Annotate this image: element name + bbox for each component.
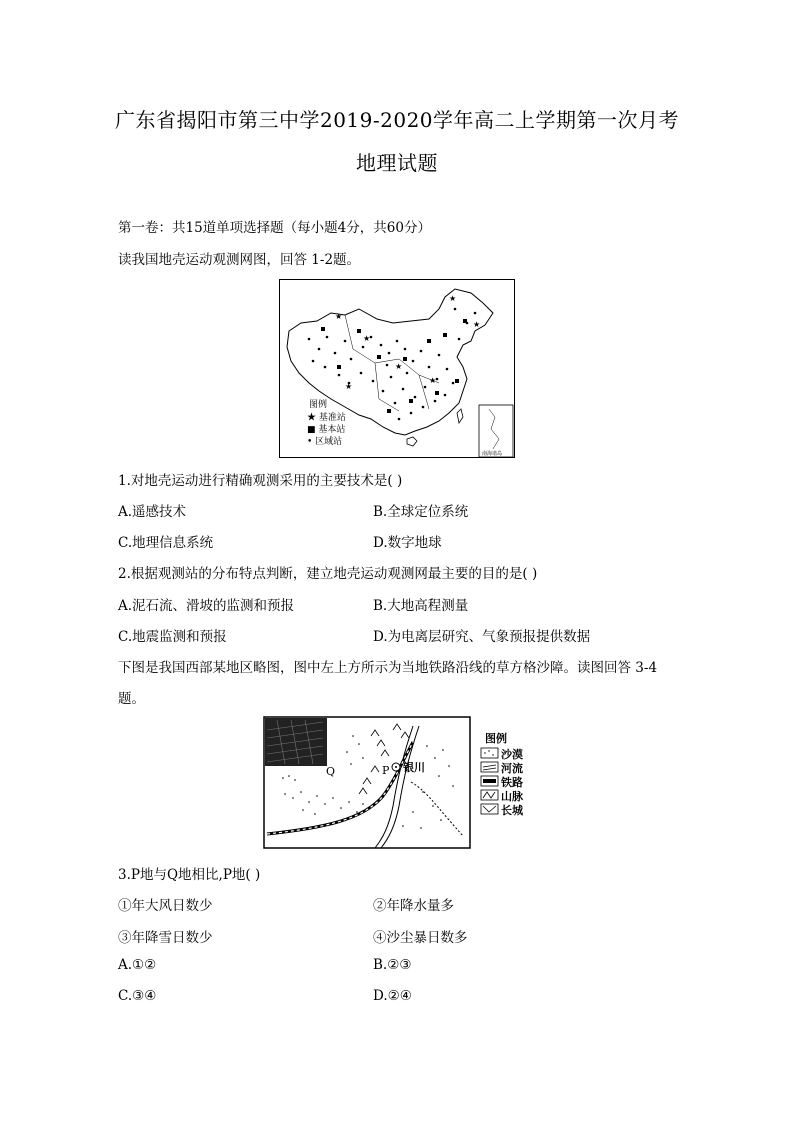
label-p: P xyxy=(382,764,390,777)
label-q: Q xyxy=(326,765,336,778)
map1-legend-title: 图例 xyxy=(309,400,328,410)
svg-text:★: ★ xyxy=(395,362,403,371)
q2-option-d: D.为电离层研究、气象预报提供数据 xyxy=(373,629,591,645)
question-intro-3-4-line2: 题。 xyxy=(118,691,145,707)
q1-option-b: B.全球定位系统 xyxy=(373,504,469,520)
section-heading: 第一卷：共15道单项选择题（每小题4分，共60分） xyxy=(118,220,431,236)
south-sea-inset xyxy=(479,405,513,457)
map2-legend-desert: 沙漠 xyxy=(501,748,523,761)
map2-legend-railway: 铁路 xyxy=(501,776,523,789)
map2-legend-wall: 长城 xyxy=(501,804,523,817)
question-intro-3-4-line1: 下图是我国西部某地区略图，图中左上方所示为当地铁路沿线的草方格沙障。读图回答 3-4 xyxy=(118,660,658,676)
q3-option-d: D.②④ xyxy=(373,988,412,1004)
q2-option-b: B.大地高程测量 xyxy=(373,598,469,614)
q3-option-b: B.②③ xyxy=(373,957,412,973)
map2-legend-river: 河流 xyxy=(501,762,523,775)
svg-text:★: ★ xyxy=(345,382,353,391)
map1-legend-item: ★ 基准站 xyxy=(307,413,346,423)
svg-text:★: ★ xyxy=(335,312,343,321)
q1-option-d: D.数字地球 xyxy=(373,535,442,551)
question-3-stem: 3.P地与Q地相比,P地( ) xyxy=(118,867,261,883)
doc-subtitle: 地理试题 xyxy=(356,151,438,175)
svg-text:★: ★ xyxy=(449,294,457,303)
inset-label: 南海诸岛 xyxy=(482,451,503,457)
q1-option-c: C.地理信息系统 xyxy=(118,535,214,551)
western-region-sketch-map xyxy=(263,716,533,850)
china-observation-network-map xyxy=(279,279,515,458)
q2-option-c: C.地震监测和预报 xyxy=(118,629,227,645)
svg-text:★: ★ xyxy=(429,376,437,385)
q3-statement-1: ①年大风日数少 xyxy=(118,898,213,914)
q3-statement-2: ②年降水量多 xyxy=(373,898,454,914)
map2-legend-title: 图例 xyxy=(485,732,507,745)
svg-text:★: ★ xyxy=(473,320,481,329)
svg-text:★: ★ xyxy=(363,334,371,343)
label-yinchuan: 银川 xyxy=(403,761,425,774)
question-1-stem: 1.对地壳运动进行精确观测采用的主要技术是( ) xyxy=(118,473,403,489)
map1-legend-item: ■ 基本站 xyxy=(307,425,346,435)
q1-option-a: A.遥感技术 xyxy=(118,504,187,520)
q3-statement-3: ③年降雪日数少 xyxy=(118,930,213,946)
q3-statement-4: ④沙尘暴日数多 xyxy=(373,930,468,946)
doc-title: 广东省揭阳市第三中学2019-2020学年高二上学期第一次月考 xyxy=(114,108,680,132)
q2-option-a: A.泥石流、滑坡的监测和预报 xyxy=(118,598,295,614)
question-2-stem: 2.根据观测站的分布特点判断，建立地壳运动观测网最主要的目的是( ) xyxy=(118,566,538,582)
q3-option-a: A.①② xyxy=(118,957,157,973)
map1-legend-item: • 区域站 xyxy=(307,437,343,447)
question-intro-1-2: 读我国地壳运动观测网图，回答 1-2题。 xyxy=(118,252,361,268)
map2-legend-mountain: 山脉 xyxy=(501,790,523,803)
q3-option-c: C.③④ xyxy=(118,988,157,1004)
